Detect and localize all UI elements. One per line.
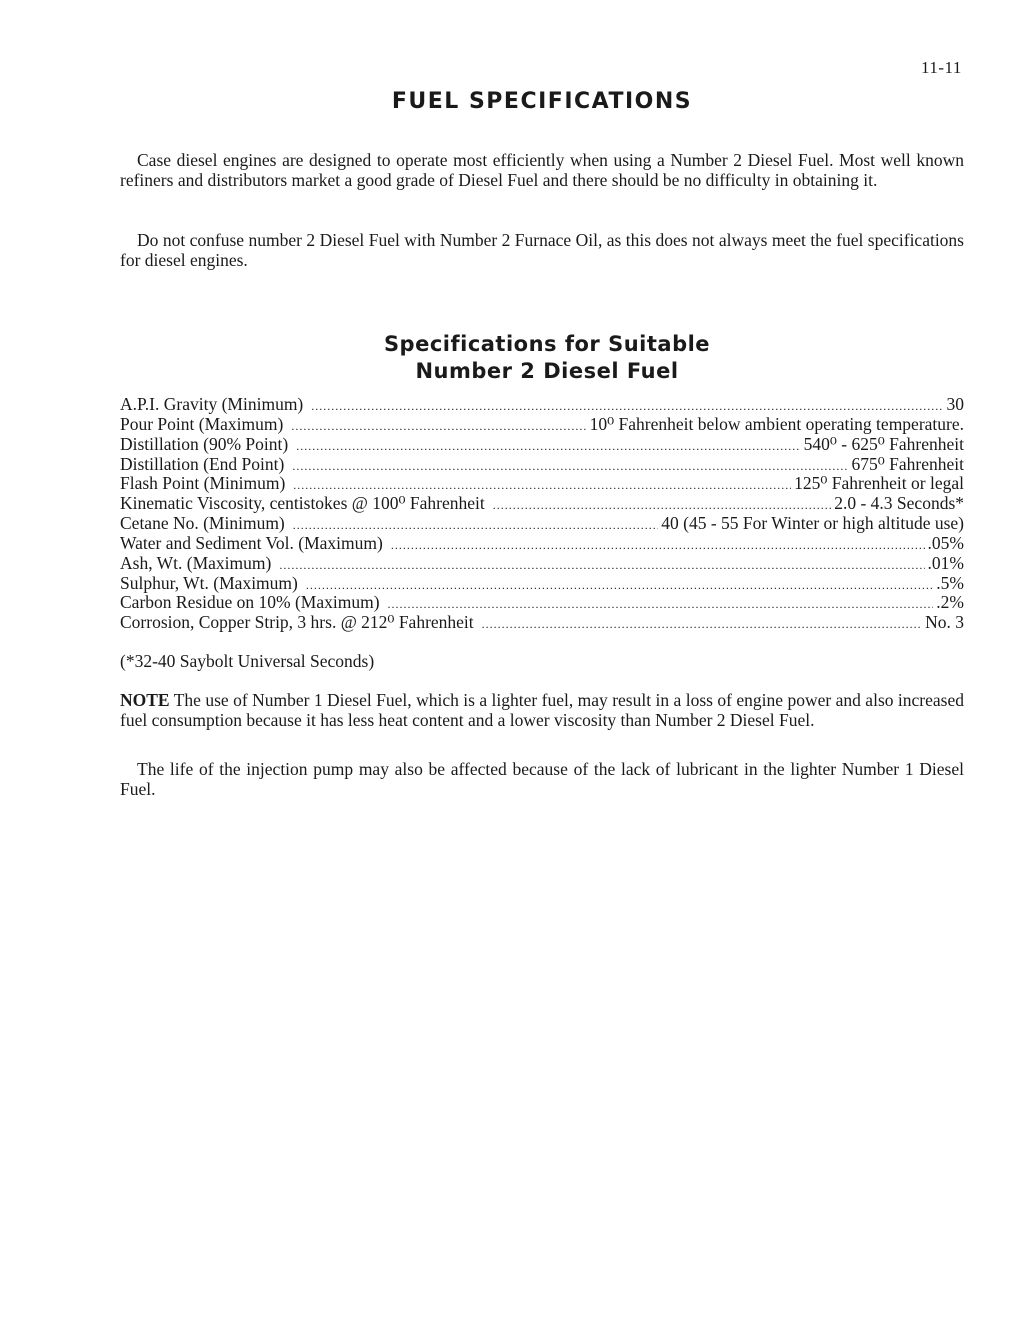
spec-row [120, 574, 964, 594]
spec-label: Flash Point (Minimum) [120, 473, 286, 494]
dot-leader [279, 556, 924, 576]
spec-row [120, 455, 964, 475]
dot-leader [482, 615, 922, 635]
spec-value: 30 [946, 394, 964, 414]
spec-row [120, 435, 964, 455]
note-text: The use of Number 1 Diesel Fuel, which is a lighter fuel, may result in a loss of engine power and also increased fuel consumption because it has less heat content and a lower viscosity than Number 2 Diesel Fuel. [120, 690, 964, 730]
spec-label: Kinematic Viscosity, centistokes @ 100⁰ Fahrenheit [120, 493, 485, 514]
spec-heading-line-1: Specifications for Suitable [383, 332, 711, 356]
spec-value: 675⁰ Fahrenheit [851, 453, 964, 474]
intro-paragraph-2: Do not confuse number 2 Diesel Fuel with Number 2 Furnace Oil, as this does not always meet the fuel specifications for diesel engines. [120, 230, 964, 270]
spec-heading-line-2: Number 2 Diesel Fuel [415, 359, 679, 383]
page-number: 11-11 [921, 58, 962, 77]
spec-value: .05% [927, 532, 964, 553]
spec-value: 125⁰ Fahrenheit or legal [794, 473, 964, 494]
dot-leader [391, 536, 925, 556]
spec-row [120, 474, 964, 494]
spec-label: Water and Sediment Vol. (Maximum) [120, 532, 383, 553]
dot-leader [296, 437, 800, 457]
page-title: FUEL SPECIFICATIONS [391, 89, 693, 114]
spec-row [120, 534, 964, 554]
spec-label: Cetane No. (Minimum) [120, 513, 285, 534]
spec-value: .01% [927, 552, 964, 573]
spec-row [120, 514, 964, 534]
spec-value: No. 3 [925, 612, 964, 633]
spec-row [120, 593, 964, 613]
spec-label: A.P.I. Gravity (Minimum) [120, 394, 304, 414]
spec-row [120, 395, 964, 415]
spec-table [120, 395, 964, 633]
spec-value: 10⁰ Fahrenheit below ambient operating temperature. [589, 413, 964, 434]
spec-value: 2.0 - 4.3 Seconds* [834, 493, 964, 514]
spec-row [120, 613, 964, 633]
spec-row [120, 554, 964, 574]
spec-footnote: (*32-40 Saybolt Universal Seconds) [120, 651, 375, 671]
spec-label: Distillation (90% Point) [120, 433, 289, 454]
spec-value: 40 (45 - 55 For Winter or high altitude use) [661, 513, 964, 534]
spec-label: Sulphur, Wt. (Maximum) [120, 572, 298, 593]
spec-label: Pour Point (Maximum) [120, 413, 284, 434]
spec-value: .2% [936, 592, 964, 613]
note-label: NOTE [120, 690, 170, 710]
dot-leader [306, 576, 933, 596]
spec-heading [240, 331, 854, 385]
spec-label: Distillation (End Point) [120, 453, 285, 474]
note-paragraph [120, 691, 964, 730]
spec-value: 540⁰ - 625⁰ Fahrenheit [803, 433, 964, 454]
spec-row [120, 494, 964, 514]
spec-label: Carbon Residue on 10% (Maximum) [120, 592, 380, 613]
spec-value: .5% [936, 572, 964, 593]
closing-paragraph: The life of the injection pump may also be affected because of the lack of lubricant in the lighter Number 1 Diesel Fuel. [120, 759, 964, 799]
intro-paragraph-1: Case diesel engines are designed to operate most efficiently when using a Number 2 Diesel Fuel. Most well known refiners and distributors market a good grade of Diesel Fuel and there should be no difficulty in obtaining it. [120, 150, 964, 190]
spec-row [120, 415, 964, 435]
dot-leader [291, 417, 586, 437]
spec-label: Ash, Wt. (Maximum) [120, 552, 272, 573]
dot-leader [292, 457, 848, 477]
spec-label: Corrosion, Copper Strip, 3 hrs. @ 212⁰ Fahrenheit [120, 612, 474, 633]
